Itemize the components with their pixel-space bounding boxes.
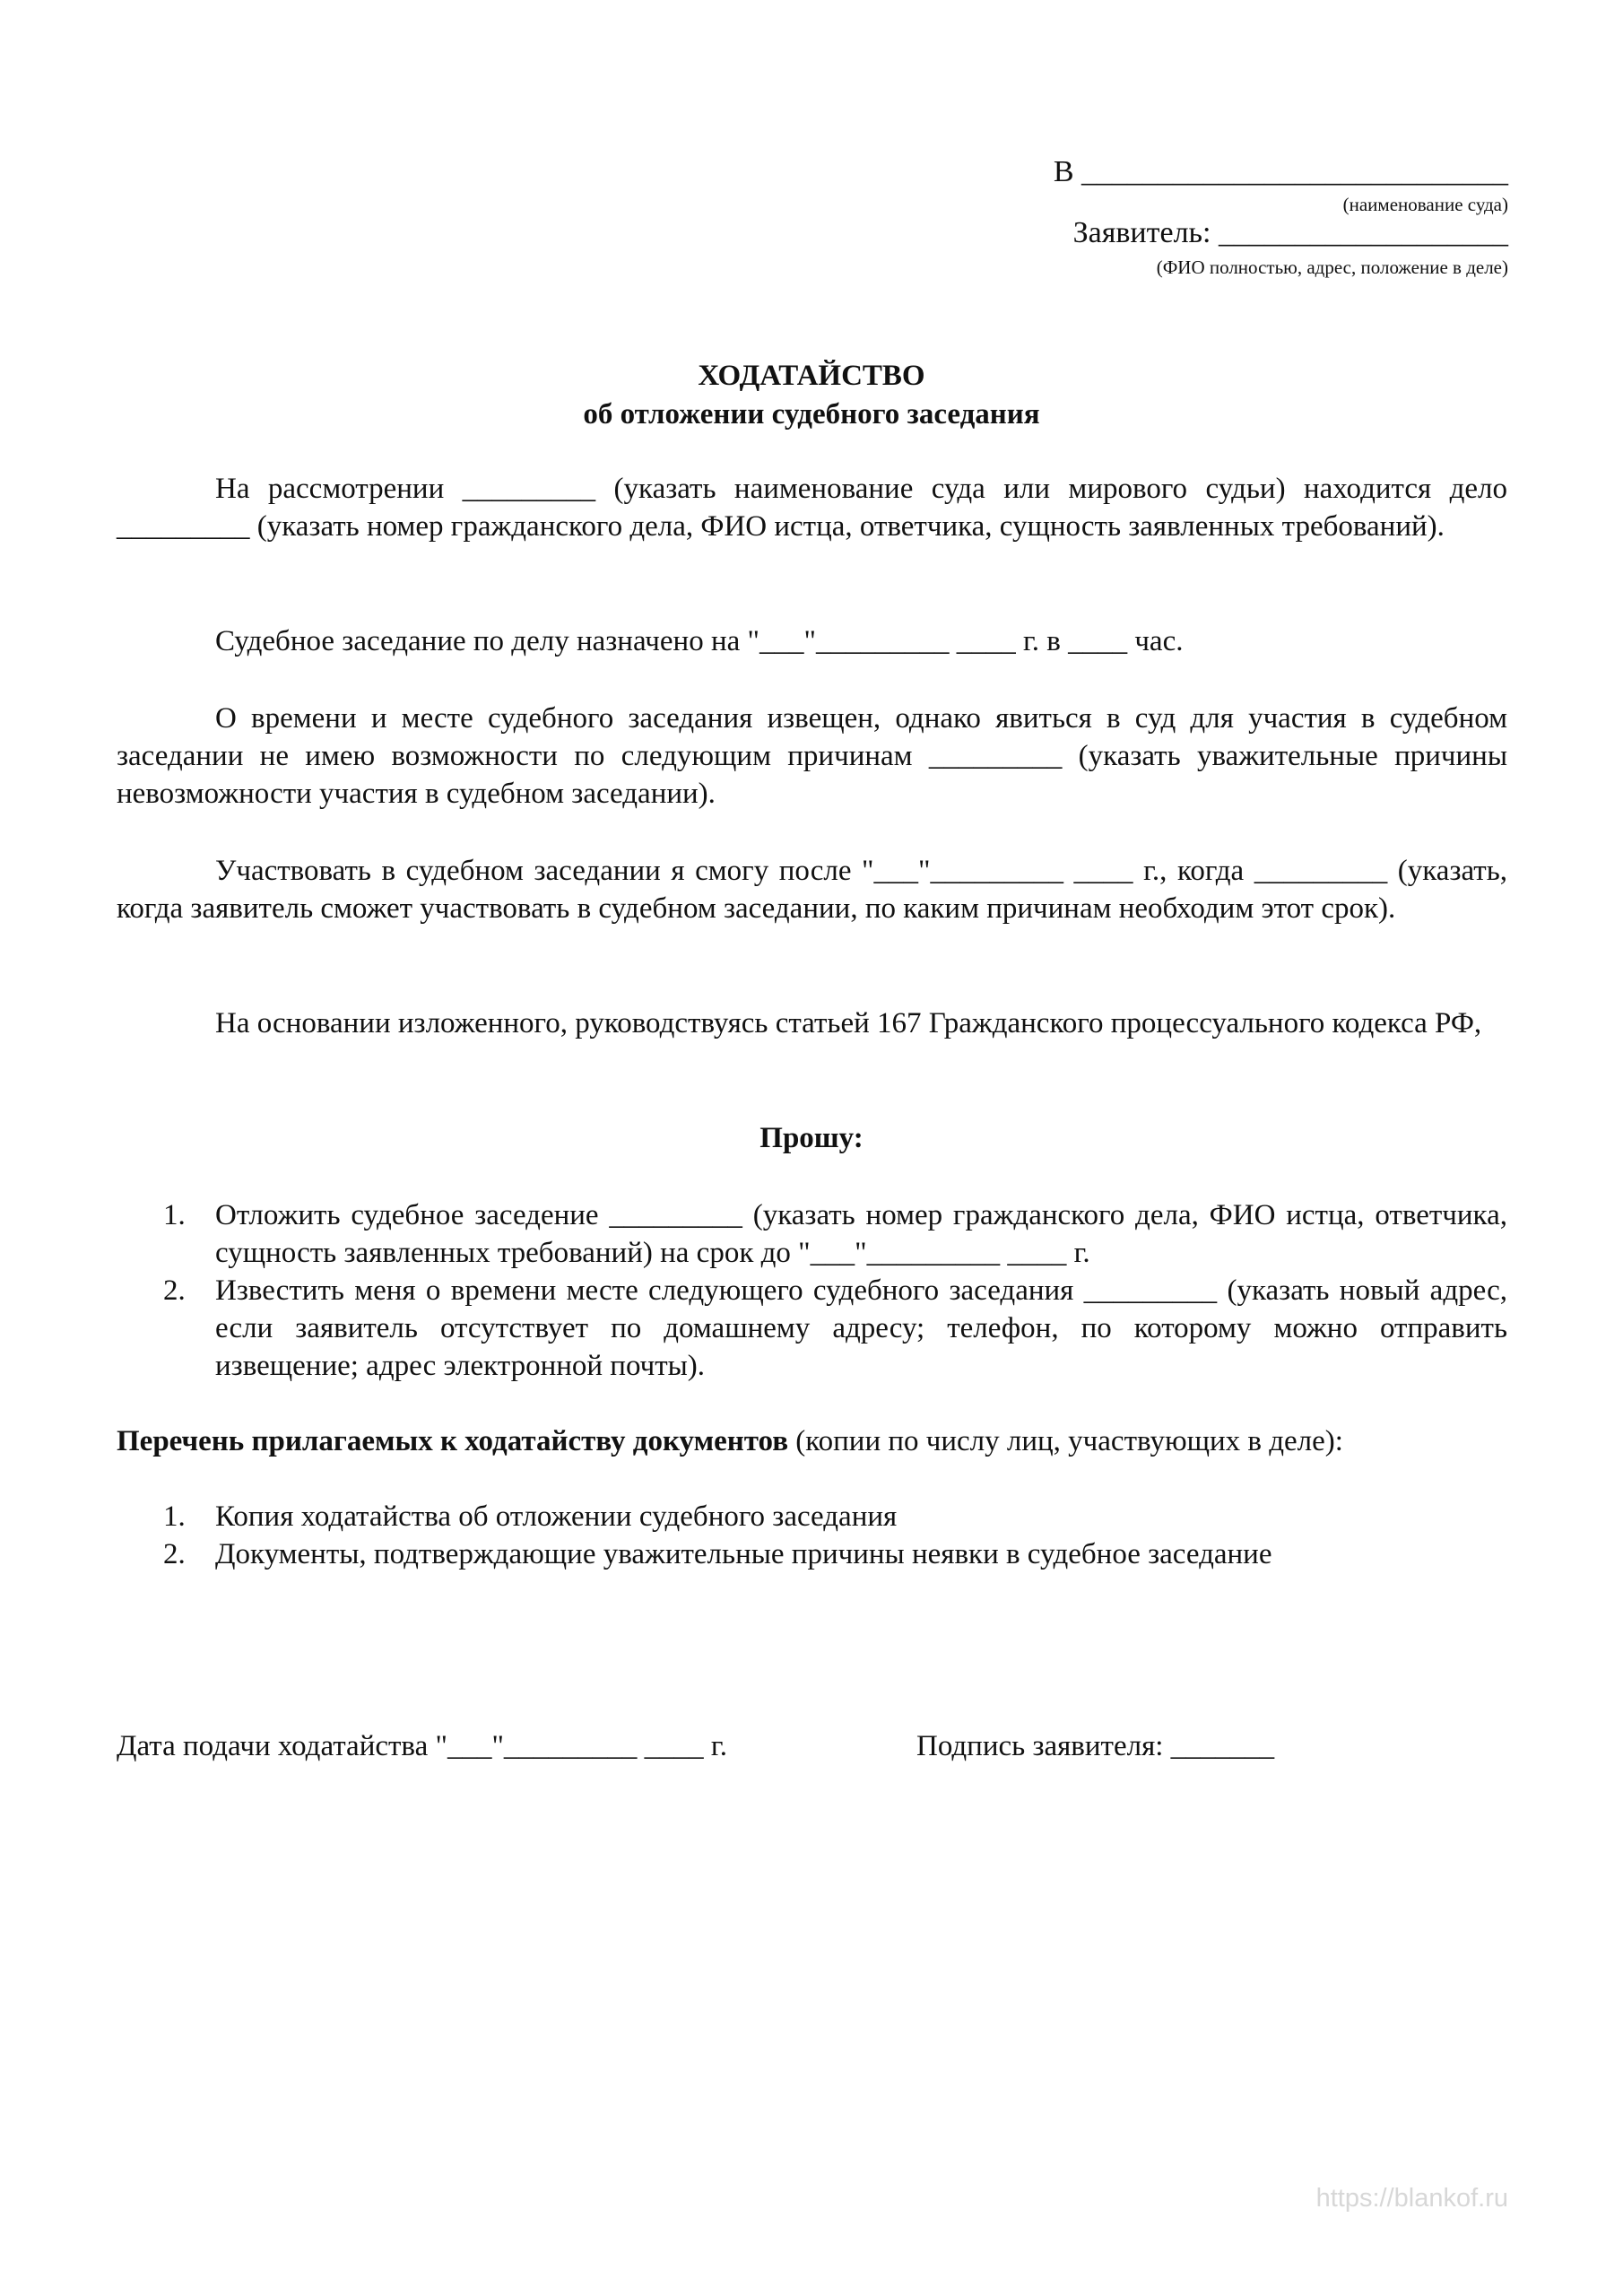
list-item-number: 1. — [163, 1199, 186, 1231]
paragraph-hearing-date: Судебное заседание по делу назначено на "___"_________ ____ г. в ____ час. — [215, 625, 1184, 657]
paragraph-availability: Участвовать в судебном заседании я смогу после "___"_________ ____ г., когда _________ (указать, когда заявитель сможет участвовать в судебном заседании, по каким причинам необходим этот срок). — [117, 855, 1507, 925]
applicant-note: (ФИО полностью, адрес, положение в деле) — [1156, 257, 1508, 278]
attachments-heading — [117, 1422, 1507, 1460]
request-list — [117, 1196, 1507, 1385]
list-item-text: Документы, подтверждающие уважительные причины неявки в судебное заседание — [215, 1538, 1272, 1570]
applicant-line: Заявитель: ___________________ — [1072, 216, 1508, 249]
attachments-heading-rest: (копии по числу лиц, участвующих в деле): — [788, 1425, 1343, 1457]
paragraph-legal-basis: На основании изложенного, руководствуясь статьей 167 Гражданского процессуального кодекса РФ, — [215, 1007, 1482, 1039]
attachments-list — [117, 1498, 1507, 1573]
list-item-number: 2. — [163, 1538, 186, 1570]
list-item-text: Отложить судебное заседение _________ (указать номер гражданского дела, ФИО истца, ответчика, сущность заявленных требований) на срок до "___"_________ ____ г. — [215, 1199, 1507, 1269]
document-title: ХОДАТАЙСТВО — [698, 360, 925, 392]
court-note: (наименование суда) — [1342, 194, 1508, 215]
list-item-number: 1. — [163, 1500, 186, 1533]
paragraph-reasons: О времени и месте судебного заседания извещен, однако явиться в суд для участия в судебном заседании не имею возможности по следующим причинам _________ (указать уважительные причины невозможности участия в судебном заседании). — [117, 702, 1507, 810]
list-item-text: Копия ходатайства об отложении судебного заседания — [215, 1500, 898, 1533]
site-watermark: https://blankof.ru — [1315, 2184, 1508, 2213]
list-item-number: 2. — [163, 1274, 186, 1307]
submission-date-line: Дата подачи ходатайства "___"_________ ____ г. — [117, 1730, 727, 1762]
list-item-text: Известить меня о времени месте следующего судебного заседания _________ (указать новый адрес, если заявитель отсутствует по домашнему адресу; телефон, по которому можно отправить извещение; адрес электронной почты). — [215, 1274, 1507, 1382]
attachments-heading-bold: Перечень прилагаемых к ходатайству документов — [117, 1425, 789, 1457]
document-subtitle: об отложении судебного заседания — [583, 398, 1040, 430]
list-item — [117, 1272, 1507, 1385]
court-line: В ____________________________ — [1053, 155, 1508, 188]
list-item — [117, 1535, 1507, 1573]
request-heading: Прошу: — [759, 1122, 864, 1154]
list-item — [117, 1498, 1507, 1535]
applicant-signature-line: Подпись заявителя: _______ — [916, 1730, 1275, 1762]
list-item — [117, 1196, 1507, 1272]
paragraph-case: На рассмотрении _________ (указать наименование суда или мирового судьи) находится дело _________ (указать номер гражданского дела, ФИО истца, ответчика, сущность заявленных требований). — [117, 473, 1507, 543]
